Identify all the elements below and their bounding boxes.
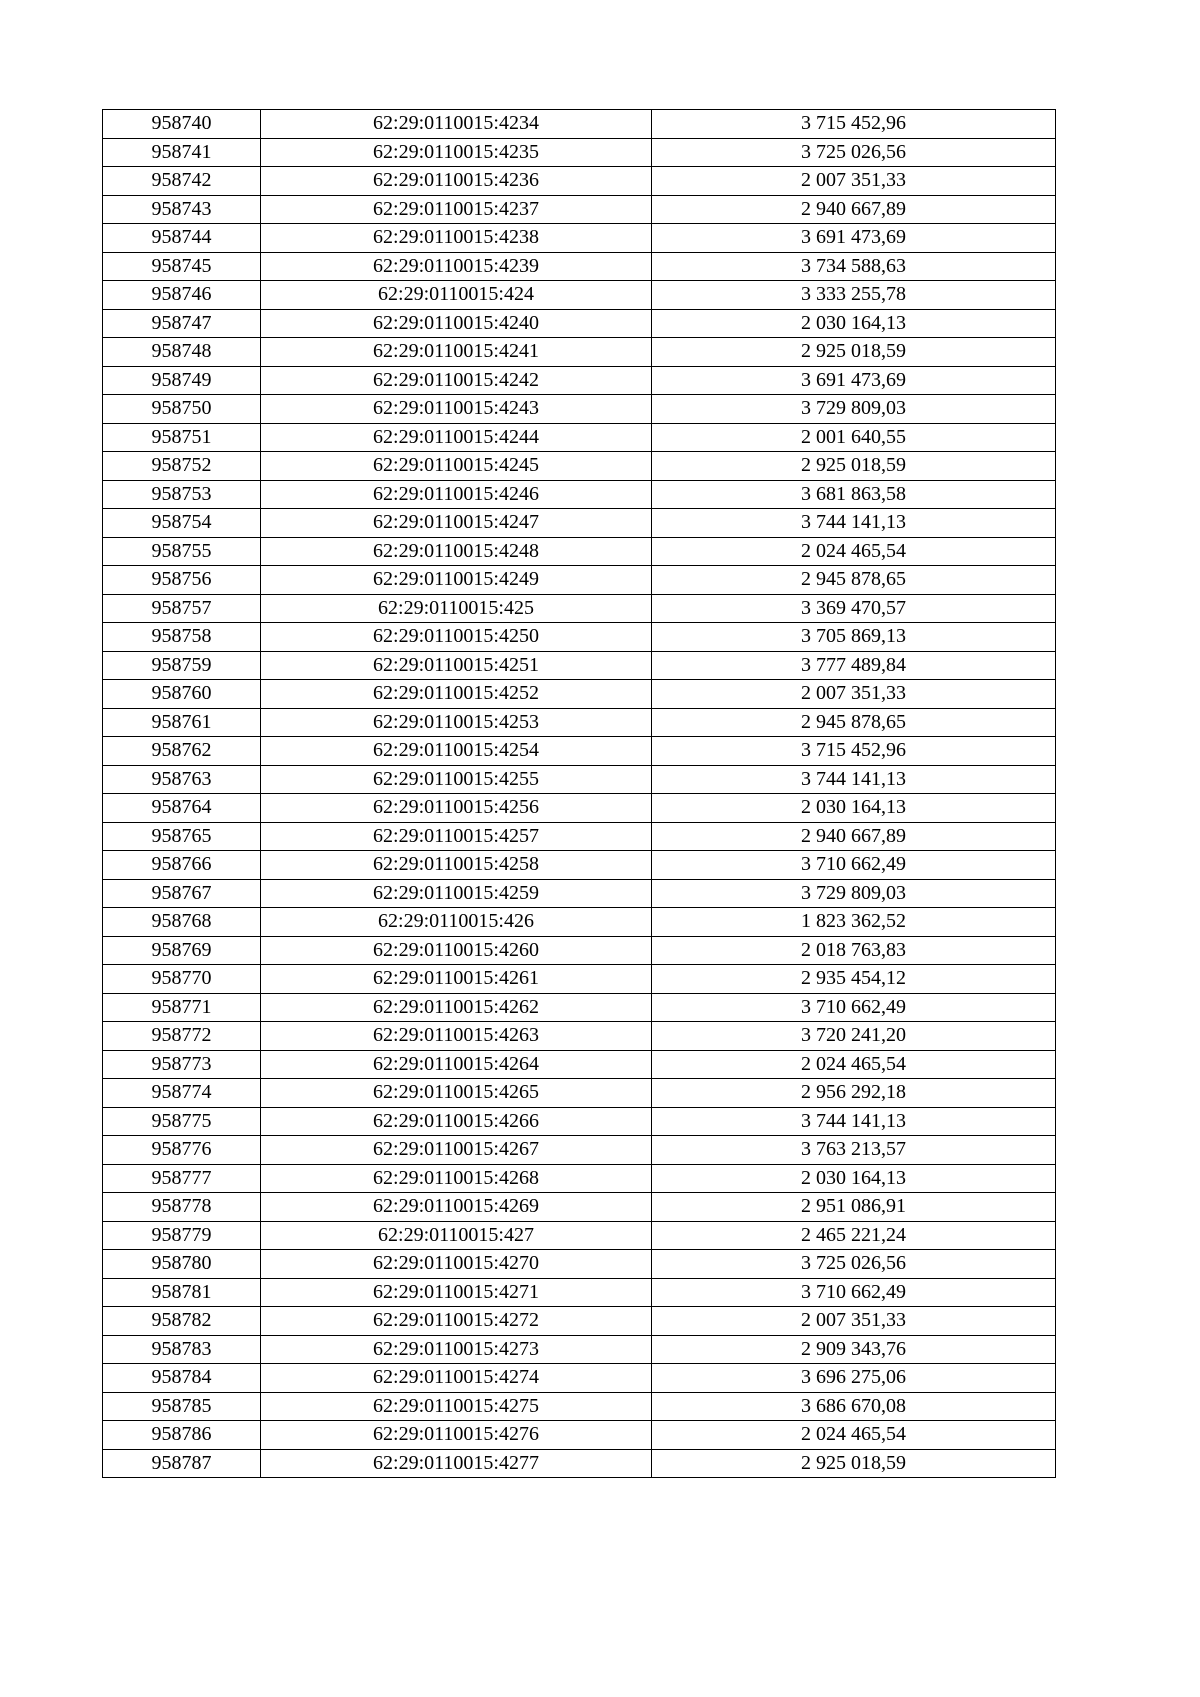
cadastral-value-cell: 2 940 667,89 [652,822,1056,851]
table-row [103,737,1056,766]
row-number-cell: 958778 [103,1193,261,1222]
cadastral-value-cell: 3 725 026,56 [652,138,1056,167]
cadastral-number-cell: 62:29:0110015:4273 [261,1335,652,1364]
table-row [103,252,1056,281]
cadastral-number-cell: 62:29:0110015:425 [261,594,652,623]
row-number-cell: 958781 [103,1278,261,1307]
table-row [103,452,1056,481]
table-row [103,594,1056,623]
row-number-cell: 958777 [103,1164,261,1193]
cadastral-value-cell: 2 024 465,54 [652,537,1056,566]
table-row [103,338,1056,367]
table-row [103,566,1056,595]
cadastral-value-cell: 2 024 465,54 [652,1050,1056,1079]
row-number-cell: 958762 [103,737,261,766]
cadastral-value-cell: 3 715 452,96 [652,110,1056,139]
row-number-cell: 958747 [103,309,261,338]
row-number-cell: 958757 [103,594,261,623]
row-number-cell: 958763 [103,765,261,794]
row-number-cell: 958742 [103,167,261,196]
table-row [103,1335,1056,1364]
table-row [103,623,1056,652]
table-row [103,480,1056,509]
cadastral-value-cell: 2 007 351,33 [652,1307,1056,1336]
cadastral-number-cell: 62:29:0110015:4249 [261,566,652,595]
table-row [103,1278,1056,1307]
cadastral-number-cell: 62:29:0110015:4240 [261,309,652,338]
cadastral-value-cell: 3 691 473,69 [652,224,1056,253]
table-row [103,1164,1056,1193]
cadastral-value-table [102,109,1056,1478]
cadastral-value-cell: 2 030 164,13 [652,1164,1056,1193]
table-row [103,993,1056,1022]
table-row [103,1079,1056,1108]
row-number-cell: 958773 [103,1050,261,1079]
cadastral-number-cell: 62:29:0110015:4259 [261,879,652,908]
cadastral-number-cell: 62:29:0110015:4265 [261,1079,652,1108]
row-number-cell: 958755 [103,537,261,566]
cadastral-number-cell: 62:29:0110015:4235 [261,138,652,167]
cadastral-value-cell: 2 945 878,65 [652,566,1056,595]
row-number-cell: 958748 [103,338,261,367]
cadastral-number-cell: 62:29:0110015:426 [261,908,652,937]
table-row [103,908,1056,937]
row-number-cell: 958786 [103,1421,261,1450]
cadastral-value-cell: 1 823 362,52 [652,908,1056,937]
table-row [103,1449,1056,1478]
table-row [103,537,1056,566]
table-row [103,110,1056,139]
cadastral-number-cell: 62:29:0110015:4262 [261,993,652,1022]
cadastral-value-cell: 3 369 470,57 [652,594,1056,623]
row-number-cell: 958753 [103,480,261,509]
row-number-cell: 958754 [103,509,261,538]
cadastral-number-cell: 62:29:0110015:4242 [261,366,652,395]
cadastral-number-cell: 62:29:0110015:4264 [261,1050,652,1079]
cadastral-number-cell: 62:29:0110015:4276 [261,1421,652,1450]
cadastral-value-cell: 2 030 164,13 [652,794,1056,823]
cadastral-number-cell: 62:29:0110015:4246 [261,480,652,509]
cadastral-value-cell: 2 465 221,24 [652,1221,1056,1250]
cadastral-number-cell: 62:29:0110015:4270 [261,1250,652,1279]
cadastral-value-cell: 2 945 878,65 [652,708,1056,737]
cadastral-number-cell: 62:29:0110015:4255 [261,765,652,794]
cadastral-value-cell: 2 956 292,18 [652,1079,1056,1108]
row-number-cell: 958751 [103,423,261,452]
cadastral-number-cell: 62:29:0110015:427 [261,1221,652,1250]
cadastral-value-cell: 2 001 640,55 [652,423,1056,452]
row-number-cell: 958768 [103,908,261,937]
row-number-cell: 958775 [103,1107,261,1136]
cadastral-number-cell: 62:29:0110015:4260 [261,936,652,965]
cadastral-number-cell: 62:29:0110015:4250 [261,623,652,652]
cadastral-value-cell: 3 686 670,08 [652,1392,1056,1421]
cadastral-value-cell: 2 024 465,54 [652,1421,1056,1450]
table-row [103,1421,1056,1450]
row-number-cell: 958783 [103,1335,261,1364]
table-row [103,879,1056,908]
table-row [103,1392,1056,1421]
row-number-cell: 958780 [103,1250,261,1279]
row-number-cell: 958750 [103,395,261,424]
row-number-cell: 958744 [103,224,261,253]
row-number-cell: 958772 [103,1022,261,1051]
cadastral-value-cell: 3 715 452,96 [652,737,1056,766]
table-row [103,765,1056,794]
row-number-cell: 958767 [103,879,261,908]
cadastral-value-cell: 3 725 026,56 [652,1250,1056,1279]
cadastral-number-cell: 62:29:0110015:4237 [261,195,652,224]
table-row [103,1221,1056,1250]
cadastral-number-cell: 62:29:0110015:4236 [261,167,652,196]
cadastral-number-cell: 62:29:0110015:4252 [261,680,652,709]
cadastral-value-cell: 2 909 343,76 [652,1335,1056,1364]
table-row [103,822,1056,851]
cadastral-number-cell: 62:29:0110015:4238 [261,224,652,253]
cadastral-number-cell: 62:29:0110015:4256 [261,794,652,823]
table-row [103,1107,1056,1136]
cadastral-value-cell: 3 729 809,03 [652,879,1056,908]
table-row [103,965,1056,994]
table-row [103,138,1056,167]
row-number-cell: 958749 [103,366,261,395]
row-number-cell: 958758 [103,623,261,652]
table-row [103,366,1056,395]
cadastral-number-cell: 62:29:0110015:4251 [261,651,652,680]
cadastral-value-cell: 3 333 255,78 [652,281,1056,310]
table-row [103,651,1056,680]
cadastral-number-cell: 62:29:0110015:4234 [261,110,652,139]
cadastral-number-cell: 62:29:0110015:4274 [261,1364,652,1393]
row-number-cell: 958746 [103,281,261,310]
cadastral-value-cell: 2 007 351,33 [652,680,1056,709]
row-number-cell: 958760 [103,680,261,709]
row-number-cell: 958765 [103,822,261,851]
row-number-cell: 958761 [103,708,261,737]
row-number-cell: 958787 [103,1449,261,1478]
row-number-cell: 958782 [103,1307,261,1336]
cadastral-value-cell: 3 763 213,57 [652,1136,1056,1165]
table-row [103,1136,1056,1165]
row-number-cell: 958770 [103,965,261,994]
cadastral-value-cell: 3 696 275,06 [652,1364,1056,1393]
table-row [103,851,1056,880]
row-number-cell: 958764 [103,794,261,823]
cadastral-value-cell: 2 030 164,13 [652,309,1056,338]
cadastral-value-cell: 3 710 662,49 [652,851,1056,880]
cadastral-number-cell: 62:29:0110015:4245 [261,452,652,481]
cadastral-value-cell: 2 925 018,59 [652,338,1056,367]
table-row [103,680,1056,709]
cadastral-value-cell: 2 007 351,33 [652,167,1056,196]
row-number-cell: 958785 [103,1392,261,1421]
cadastral-value-cell: 2 935 454,12 [652,965,1056,994]
cadastral-number-cell: 62:29:0110015:4267 [261,1136,652,1165]
row-number-cell: 958756 [103,566,261,595]
table-row [103,1307,1056,1336]
table-row [103,1364,1056,1393]
table-row [103,1250,1056,1279]
cadastral-number-cell: 62:29:0110015:424 [261,281,652,310]
cadastral-number-cell: 62:29:0110015:4247 [261,509,652,538]
row-number-cell: 958740 [103,110,261,139]
cadastral-number-cell: 62:29:0110015:4269 [261,1193,652,1222]
cadastral-value-cell: 3 720 241,20 [652,1022,1056,1051]
row-number-cell: 958743 [103,195,261,224]
cadastral-value-cell: 3 744 141,13 [652,509,1056,538]
row-number-cell: 958774 [103,1079,261,1108]
row-number-cell: 958779 [103,1221,261,1250]
cadastral-value-cell: 2 925 018,59 [652,1449,1056,1478]
cadastral-value-cell: 3 710 662,49 [652,993,1056,1022]
row-number-cell: 958771 [103,993,261,1022]
table-row [103,167,1056,196]
cadastral-value-cell: 3 681 863,58 [652,480,1056,509]
cadastral-value-cell: 3 777 489,84 [652,651,1056,680]
cadastral-number-cell: 62:29:0110015:4244 [261,423,652,452]
row-number-cell: 958766 [103,851,261,880]
row-number-cell: 958745 [103,252,261,281]
cadastral-value-cell: 3 729 809,03 [652,395,1056,424]
cadastral-number-cell: 62:29:0110015:4243 [261,395,652,424]
cadastral-number-cell: 62:29:0110015:4268 [261,1164,652,1193]
cadastral-number-cell: 62:29:0110015:4263 [261,1022,652,1051]
table-row [103,509,1056,538]
table-row [103,281,1056,310]
cadastral-value-cell: 2 925 018,59 [652,452,1056,481]
table-row [103,936,1056,965]
cadastral-number-cell: 62:29:0110015:4266 [261,1107,652,1136]
cadastral-value-cell: 3 705 869,13 [652,623,1056,652]
table-row [103,794,1056,823]
table-row [103,1050,1056,1079]
table-row [103,224,1056,253]
row-number-cell: 958776 [103,1136,261,1165]
cadastral-number-cell: 62:29:0110015:4253 [261,708,652,737]
table-row [103,708,1056,737]
cadastral-value-cell: 3 744 141,13 [652,1107,1056,1136]
cadastral-value-cell: 3 734 588,63 [652,252,1056,281]
cadastral-number-cell: 62:29:0110015:4271 [261,1278,652,1307]
cadastral-number-cell: 62:29:0110015:4248 [261,537,652,566]
cadastral-number-cell: 62:29:0110015:4241 [261,338,652,367]
table-row [103,309,1056,338]
cadastral-number-cell: 62:29:0110015:4258 [261,851,652,880]
cadastral-number-cell: 62:29:0110015:4272 [261,1307,652,1336]
cadastral-value-cell: 3 710 662,49 [652,1278,1056,1307]
table-row [103,1193,1056,1222]
row-number-cell: 958741 [103,138,261,167]
cadastral-number-cell: 62:29:0110015:4239 [261,252,652,281]
cadastral-number-cell: 62:29:0110015:4254 [261,737,652,766]
cadastral-number-cell: 62:29:0110015:4277 [261,1449,652,1478]
cadastral-value-cell: 3 691 473,69 [652,366,1056,395]
row-number-cell: 958759 [103,651,261,680]
cadastral-number-cell: 62:29:0110015:4261 [261,965,652,994]
table-row [103,395,1056,424]
row-number-cell: 958752 [103,452,261,481]
cadastral-value-cell: 2 018 763,83 [652,936,1056,965]
row-number-cell: 958769 [103,936,261,965]
cadastral-number-cell: 62:29:0110015:4275 [261,1392,652,1421]
cadastral-number-cell: 62:29:0110015:4257 [261,822,652,851]
cadastral-value-cell: 3 744 141,13 [652,765,1056,794]
row-number-cell: 958784 [103,1364,261,1393]
cadastral-value-cell: 2 951 086,91 [652,1193,1056,1222]
table-body [103,110,1056,1478]
table-row [103,423,1056,452]
table-row [103,1022,1056,1051]
cadastral-value-cell: 2 940 667,89 [652,195,1056,224]
table-row [103,195,1056,224]
